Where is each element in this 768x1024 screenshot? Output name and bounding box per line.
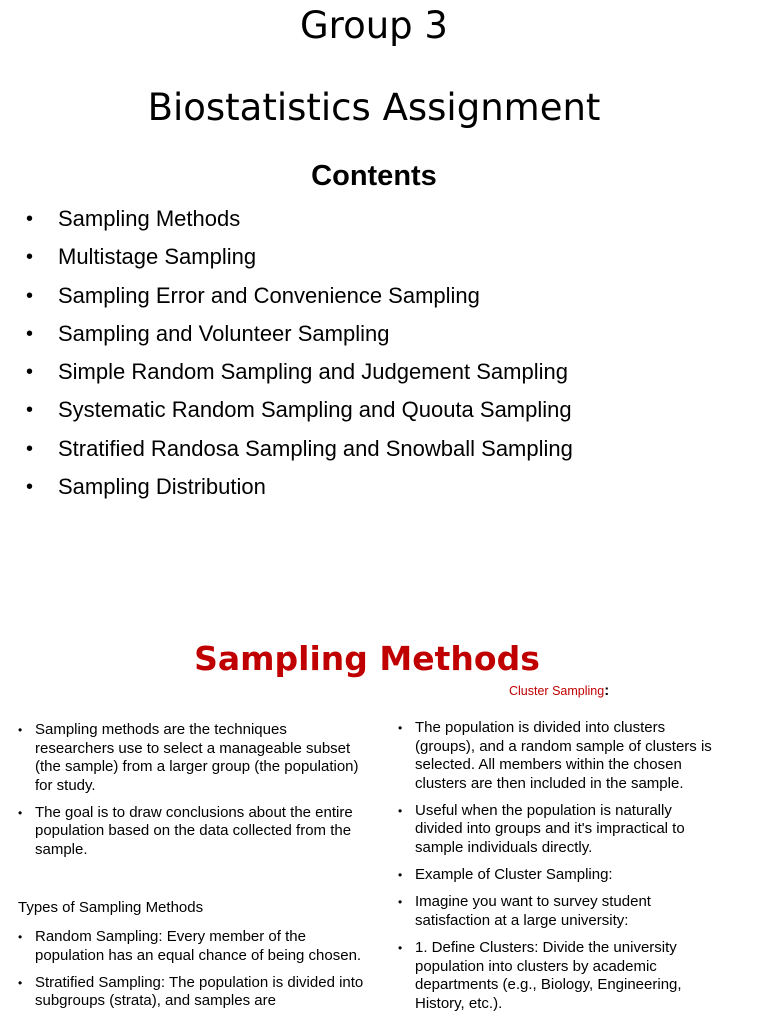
group-title: Group 3 — [300, 4, 448, 47]
list-item-label: Sampling and Volunteer Sampling — [58, 320, 390, 346]
cluster-column — [398, 719, 713, 1022]
list-item — [26, 315, 573, 353]
list-item — [398, 866, 713, 885]
bullet-icon: • — [18, 723, 23, 737]
list-item-text: Imagine you want to survey student satisfaction at a large university: — [415, 893, 651, 929]
list-item — [26, 277, 573, 315]
list-item — [18, 721, 370, 795]
list-item — [26, 391, 573, 429]
slide-title: Sampling Methods — [194, 639, 540, 678]
bullet-icon: • — [398, 803, 403, 818]
list-item — [26, 353, 573, 391]
bullet-icon: • — [398, 868, 403, 883]
bullet-icon: • — [18, 930, 23, 944]
bullet-icon: • — [18, 975, 23, 990]
bullet-icon: • — [26, 322, 34, 345]
list-item-label: Sampling Methods — [58, 206, 241, 231]
cluster-heading-label: Cluster Sampling — [509, 684, 605, 698]
list-item-text: Example of Cluster Sampling: — [415, 866, 613, 884]
list-item-text: The goal is to draw conclusions about the entire population based on the data collected from the sample. — [35, 803, 353, 859]
list-item-text: The population is divided into clusters (groups), and a random sample of clusters is selected. All members within the chosen clusters are then included in the sample. — [415, 719, 712, 792]
bullet-icon: • — [26, 361, 34, 384]
bullet-icon: • — [26, 399, 34, 422]
list-item — [398, 719, 713, 793]
list-item — [26, 200, 573, 238]
list-item-text: Random Sampling: Every member of the population has an equal chance of being chosen. — [35, 928, 362, 964]
bullet-icon: • — [26, 284, 34, 307]
types-column — [18, 928, 370, 1019]
list-item — [398, 939, 713, 1013]
bullet-icon: • — [26, 246, 34, 269]
types-heading: Types of Sampling Methods — [18, 899, 204, 916]
list-item-text: Stratified Sampling: The population is divided into subgroups (strata), and samples are — [35, 973, 364, 1010]
list-item-label: Sampling Distribution — [58, 474, 266, 500]
intro-column — [18, 721, 370, 868]
list-item-label: Simple Random Sampling and Judgement Sampling — [58, 359, 568, 385]
bullet-icon: • — [398, 940, 403, 955]
list-item-label: Systematic Random Sampling and Quouta Sampling — [58, 397, 572, 423]
cluster-heading-colon: : — [604, 682, 610, 699]
list-item-label: Sampling Error and Convenience Sampling — [58, 282, 480, 308]
bullet-icon: • — [26, 476, 34, 499]
list-item — [398, 893, 713, 930]
bullet-icon: • — [398, 721, 403, 735]
list-item — [26, 430, 573, 468]
list-item-text: Useful when the population is naturally divided into groups and it's impractical to sample individuals directly. — [415, 801, 685, 857]
list-item — [26, 468, 573, 506]
bullet-icon: • — [398, 895, 403, 910]
list-item — [398, 802, 713, 858]
slide-sampling-methods — [0, 560, 768, 1024]
list-item — [26, 238, 573, 276]
bullet-icon: • — [26, 437, 34, 460]
list-item-text: Sampling methods are the techniques researchers use to select a manageable subset (the sample) from a larger group (the population) for study. — [35, 721, 359, 794]
contents-list — [26, 200, 573, 506]
list-item-label: Stratified Randosa Sampling and Snowball Sampling — [58, 435, 573, 461]
list-item — [18, 974, 370, 1011]
cluster-sampling-heading — [509, 682, 609, 699]
list-item — [18, 928, 370, 965]
list-item-label: Multistage Sampling — [58, 244, 257, 270]
bullet-icon: • — [18, 805, 23, 820]
contents-heading: Contents — [311, 160, 437, 192]
list-item-text: 1. Define Clusters: Divide the university population into clusters by academic departments (e.g., Biology, Engineering, History, etc.). — [415, 938, 682, 1012]
bullet-icon: • — [26, 208, 34, 230]
assignment-title: Biostatistics Assignment — [147, 86, 601, 129]
list-item — [18, 804, 370, 860]
